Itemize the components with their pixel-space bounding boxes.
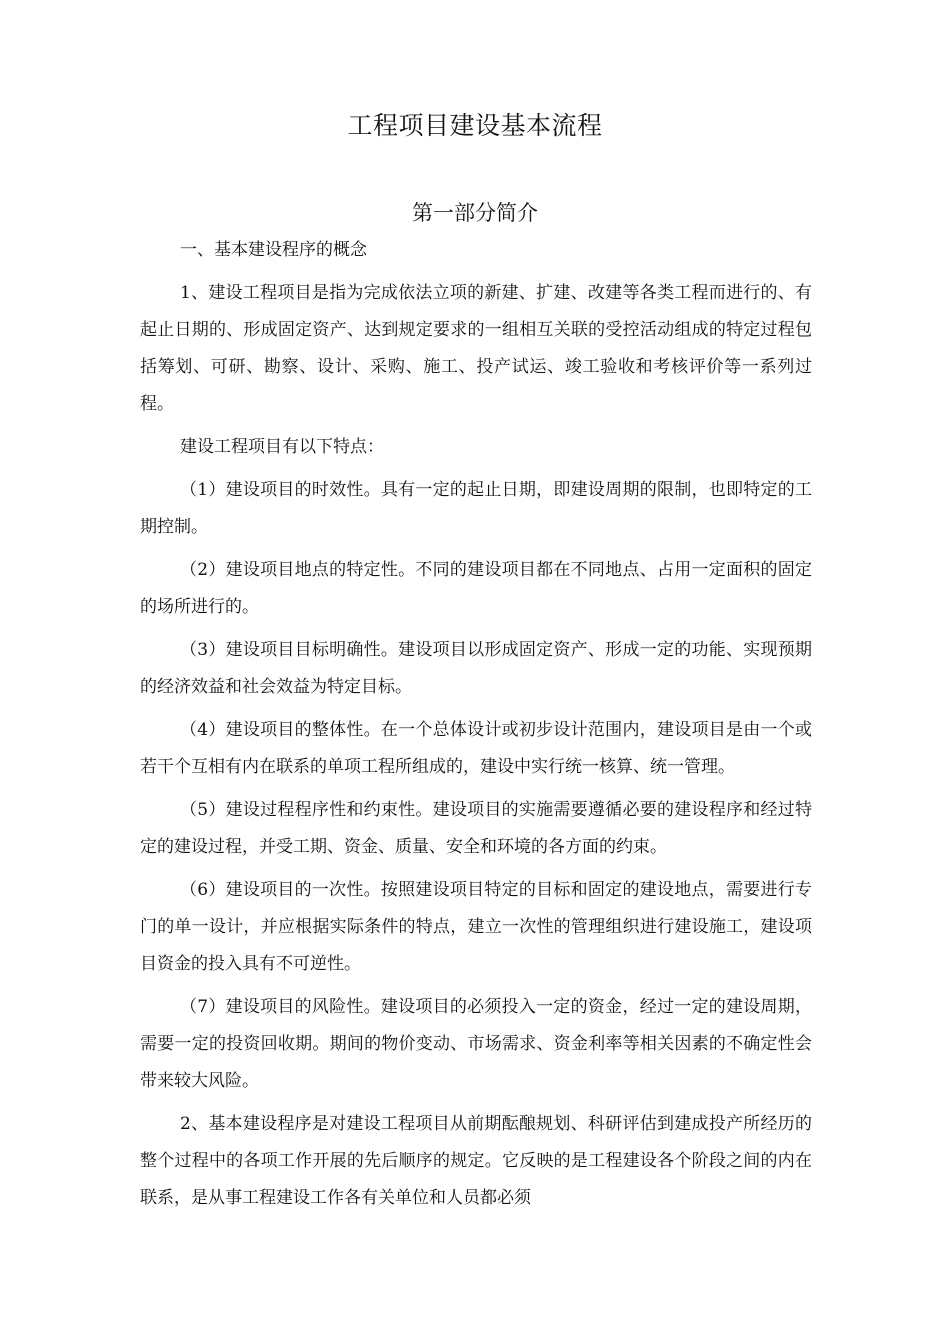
feature-item: （3）建设项目目标明确性。建设项目以形成固定资产、形成一定的功能、实现预期的经济效益和社会效益为特定目标。 xyxy=(140,640,812,697)
document-title: 工程项目建设基本流程 xyxy=(347,111,603,140)
feature-item: （6）建设项目的一次性。按照建设项目特定的目标和固定的建设地点，需要进行专门的单一设计，并应根据实际条件的特点，建立一次性的管理组织进行建设施工，建设项目资金的投入具有不可逆性。 xyxy=(140,880,812,974)
paragraph-procedure: 2、基本建设程序是对建设工程项目从前期酝酿规划、科研评估到建成投产所经历的整个过程中的各项工作开展的先后顺序的规定。它反映的是工程建设各个阶段之间的内在联系，是从事工程建设工作各有关单位和人员都必须 xyxy=(140,1114,812,1208)
section-title: 第一部分简介 xyxy=(412,201,538,225)
feature-item: （5）建设过程程序性和约束性。建设项目的实施需要遵循必要的建设程序和经过特定的建设过程，并受工期、资金、质量、安全和环境的各方面的约束。 xyxy=(140,800,812,857)
document-body xyxy=(140,232,812,1223)
paragraph-definition: 1、建设工程项目是指为完成依法立项的新建、扩建、改建等各类工程而进行的、有起止日期的、形成固定资产、达到规定要求的一组相互关联的受控活动组成的特定过程包括筹划、可研、勘察、设计、采购、施工、投产试运、竣工验收和考核评价等一系列过程。 xyxy=(140,283,812,414)
feature-item: （1）建设项目的时效性。具有一定的起止日期，即建设周期的限制，也即特定的工期控制。 xyxy=(140,480,812,537)
feature-item: （7）建设项目的风险性。建设项目的必须投入一定的资金，经过一定的建设周期，需要一定的投资回收期。期间的物价变动、市场需求、资金利率等相关因素的不确定性会带来较大风险。 xyxy=(140,997,812,1091)
concept-heading: 一、基本建设程序的概念 xyxy=(180,240,367,260)
feature-item: （2）建设项目地点的特定性。不同的建设项目都在不同地点、占用一定面积的固定的场所进行的。 xyxy=(140,560,812,617)
paragraph-features-intro: 建设工程项目有以下特点： xyxy=(180,437,384,457)
feature-item: （4）建设项目的整体性。在一个总体设计或初步设计范围内，建设项目是由一个或若干个互相有内在联系的单项工程所组成的，建设中实行统一核算、统一管理。 xyxy=(140,720,812,777)
